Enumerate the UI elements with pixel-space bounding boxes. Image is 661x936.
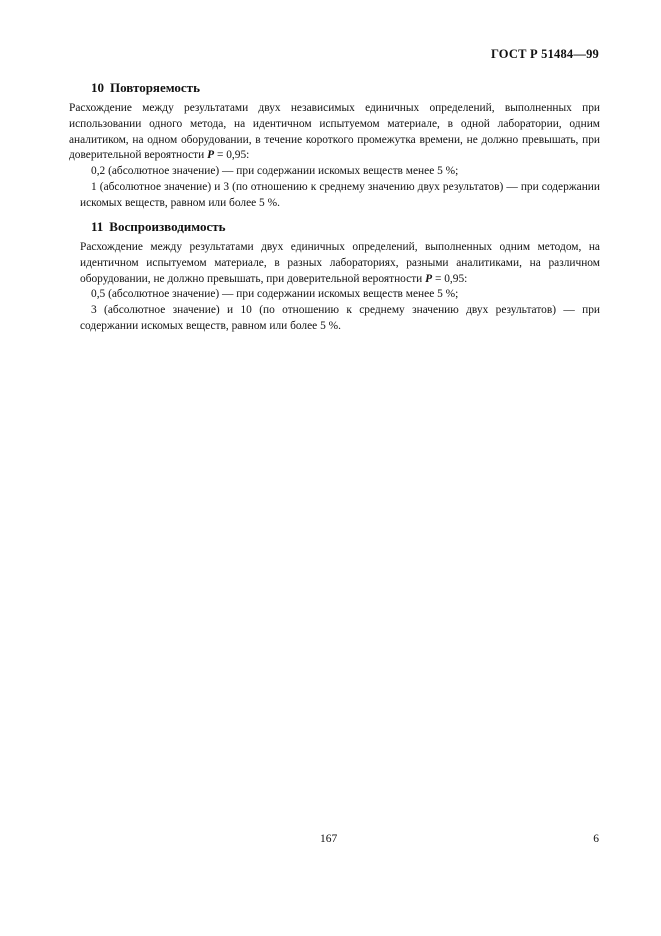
section-10-body (69, 101, 600, 212)
section-10-item-1: 0,2 (абсолютное значение) — при содержании искомых веществ менее 5 %; (91, 165, 459, 178)
document-code: ГОСТ Р 51484—99 (490, 47, 599, 61)
page-number: 167 (320, 833, 338, 845)
section-10-heading (91, 80, 200, 96)
section-title: Повторяемость (110, 80, 200, 95)
section-11-item-2: 3 (абсолютное значение) и 10 (по отношению к среднему значению двух результатов) — при содержании искомых веществ, равном или более 5 %. (80, 304, 600, 332)
section-11-intro (80, 240, 600, 287)
section-11-body (80, 240, 600, 335)
probability-variable: P (207, 149, 215, 162)
probability-variable: P (425, 272, 433, 285)
section-11-item-1: 0,5 (абсолютное значение) — при содержании искомых веществ менее 5 %; (91, 288, 459, 301)
probability-value: = 0,95: (216, 149, 250, 162)
intro-text: Расхождение между результатами двух единичных определений, выполненных одним методом, на идентичном испытуемом материале, в разных лабораториях, разными аналитиками, на различном оборудовании, не должно превышать, при доверительной вероятности (80, 241, 600, 285)
section-10-intro (69, 101, 600, 164)
intro-text: Расхождение между результатами двух независимых единичных определений, выполненных при использовании одного метода, на идентичном испытуемом материале, в одной лаборатории, одним аналитиком, на одном оборудовании, в течение короткого промежутка времени, не должно превышать, при доверительной вероятности (69, 102, 600, 162)
section-number: 11 (91, 219, 104, 234)
section-10-item-2: 1 (абсолютное значение) и 3 (по отношению к среднему значению двух результатов) — при содержании искомых веществ, равном или более 5 %. (80, 180, 600, 209)
section-11-heading (91, 219, 226, 235)
section-title: Воспроизводимость (109, 219, 226, 234)
sheet-number: 6 (593, 833, 599, 845)
section-number: 10 (91, 80, 104, 95)
probability-value: = 0,95: (434, 272, 468, 285)
